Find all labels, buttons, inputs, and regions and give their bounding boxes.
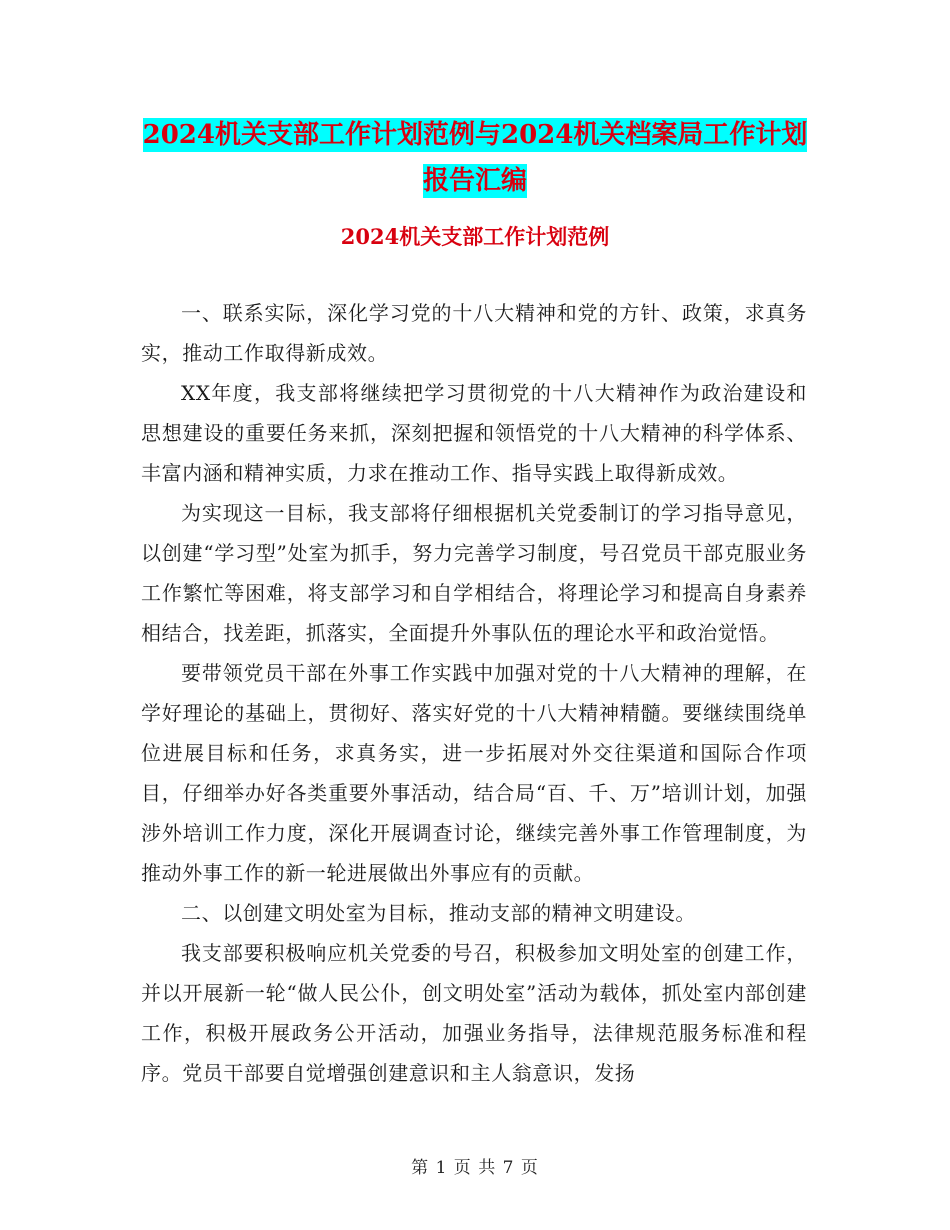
paragraph: 一、联系实际，深化学习党的十八大精神和党的方针、政策，求真务实，推动工作取得新成效。 xyxy=(141,301,807,365)
document-title xyxy=(140,112,810,204)
paragraph: 我支部要积极响应机关党委的号召，积极参加文明处室的创建工作，并以开展新一轮“做人民公仆，创文明处室”活动为载体，抓处室内部创建工作，积极开展政务公开活动，加强业务指导，法律规范服务标准和程序。党员干部要自觉增强创建意识和主人翁意识，发扬 xyxy=(141,941,807,1085)
paragraph: XX年度，我支部将继续把学习贯彻党的十八大精神作为政治建设和思想建设的重要任务来抓，深刻把握和领悟党的十八大精神的科学体系、丰富内涵和精神实质，力求在推动工作、指导实践上取得新成效。 xyxy=(141,381,807,485)
document-body xyxy=(141,293,807,1093)
document-title-text: 2024机关支部工作计划范例与2024机关档案局工作计划报告汇编 xyxy=(142,120,808,196)
paragraph: 要带领党员干部在外事工作实践中加强对党的十八大精神的理解，在学好理论的基础上，贯彻好、落实好党的十八大精神精髓。要继续围绕单位进展目标和任务，求真务实，进一步拓展对外交往渠道和国际合作项目，仔细举办好各类重要外事活动，结合局“百、千、万”培训计划，加强涉外培训工作力度，深化开展调查讨论，继续完善外事工作管理制度，为推动外事工作的新一轮进展做出外事应有的贡献。 xyxy=(141,661,807,885)
paragraph: 为实现这一目标，我支部将仔细根据机关党委制订的学习指导意见，以创建“学习型”处室为抓手，努力完善学习制度，号召党员干部克服业务工作繁忙等困难，将支部学习和自学相结合，将理论学习和提高自身素养相结合，找差距，抓落实，全面提升外事队伍的理论水平和政治觉悟。 xyxy=(141,501,807,645)
section-title: 2024机关支部工作计划范例 xyxy=(340,224,610,249)
page-footer: 第 1 页 共 7 页 xyxy=(411,1158,539,1178)
paragraph: 二、以创建文明处室为目标，推动支部的精神文明建设。 xyxy=(181,901,696,925)
